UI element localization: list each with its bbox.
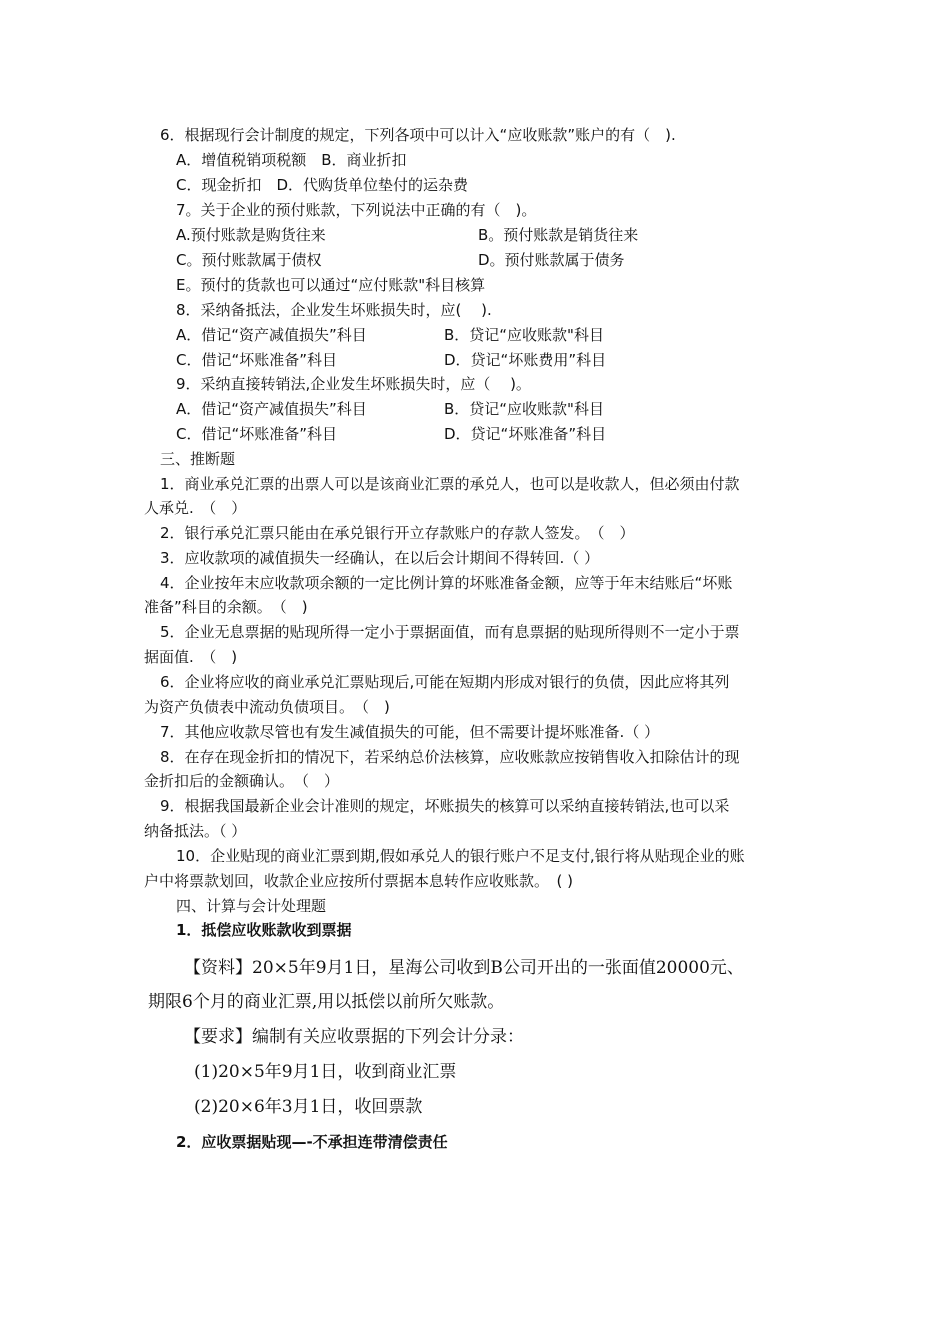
tf-item-6-line2: 为资产负债表中流动负债项目。 （ ) (144, 698, 390, 716)
q8-option-b: B．贷记“应收账款"科目 (444, 326, 604, 344)
tf-item-10-line2: 户中将票款划回，收款企业应按所付票据本息转作应收账款。 ( ) (144, 872, 573, 890)
tf-item-4-line2: 准备”科目的余额。 （ ) (144, 598, 308, 616)
q9-option-d: D．贷记“坏账准备”科目 (444, 425, 607, 443)
tf-item-5-line2: 据面值. （ ) (144, 648, 238, 666)
q7-option-e: E。预付的货款也可以通过“应付账款"科目核算 (176, 276, 486, 294)
tf-item-7: 7．其他应收款尽管也有发生减值损失的可能，但不需要计提坏账准备.（ ） (160, 723, 660, 741)
problem1-data-line2: 期限6个月的商业汇票,用以抵偿以前所欠账款。 (148, 992, 505, 1012)
problem1-requirement: 【要求】编制有关应收票据的下列会计分录： (184, 1027, 524, 1047)
tf-item-9-line1: 9．根据我国最新企业会计准则的规定，坏账损失的核算可以采纳直接转销法,也可以采 (160, 797, 730, 815)
q7-option-d: D。预付账款属于债务 (478, 251, 625, 269)
q9-option-b: B．贷记“应收账款"科目 (444, 400, 604, 418)
tf-item-9-line2: 纳备抵法。（ ） (144, 822, 247, 840)
tf-item-4-line1: 4．企业按年末应收款项余额的一定比例计算的坏账准备金额，应等于年末结账后“坏账 (160, 574, 733, 592)
q6-options-ab: A．增值税销项税额 B．商业折扣 (176, 151, 407, 169)
q8-option-d: D．贷记“坏账费用”科目 (444, 351, 607, 369)
section3-title: 三、推断题 (160, 450, 236, 468)
q9-option-c: C．借记“坏账准备”科目 (176, 425, 338, 443)
tf-item-3: 3．应收款项的减值损失一经确认，在以后会计期间不得转回.（ ） (160, 549, 600, 567)
q6-stem: 6．根据现行会计制度的规定，下列各项中可以计入“应收账款”账户的有（ ). (160, 126, 676, 144)
q8-stem: 8．采纳备抵法，企业发生坏账损失时，应( ). (176, 301, 492, 319)
tf-item-8-line2: 金折扣后的金额确认。 （ ） (144, 772, 340, 790)
q7-option-a: A.预付账款是购货往来 (176, 226, 326, 244)
q7-option-b: B。预付账款是销货往来 (478, 226, 639, 244)
tf-item-1-line2: 人承兑. （ ） (144, 499, 247, 517)
tf-item-6-line1: 6．企业将应收的商业承兑汇票贴现后,可能在短期内形成对银行的负债，因此应将其列 (160, 673, 730, 691)
q8-option-a: A．借记“资产减值损失”科目 (176, 326, 367, 344)
tf-item-1-line1: 1．商业承兑汇票的出票人可以是该商业汇票的承兑人，也可以是收款人，但必须由付款 (160, 475, 740, 493)
tf-item-8-line1: 8．在存在现金折扣的情况下，若采纳总价法核算，应收账款应按销售收入扣除估计的现 (160, 748, 740, 766)
problem1-data-line1: 【资料】20×5年9月1日，星海公司收到B公司开出的一张面值20000元、 (184, 958, 744, 978)
problem1-requirement-2: (2)20×6年3月1日，收回票款 (194, 1097, 423, 1117)
q7-option-c: C。预付账款属于债权 (176, 251, 322, 269)
problem2-title: 2．应收票据贴现—-不承担连带清偿责任 (176, 1133, 448, 1151)
q8-option-c: C．借记“坏账准备”科目 (176, 351, 338, 369)
tf-item-2: 2．银行承兑汇票只能由在承兑银行开立存款账户的存款人签发。 （ ） (160, 524, 635, 542)
q9-option-a: A．借记“资产减值损失”科目 (176, 400, 367, 418)
problem1-title: 1．抵偿应收账款收到票据 (176, 921, 352, 939)
tf-item-5-line1: 5．企业无息票据的贴现所得一定小于票据面值，而有息票据的贴现所得则不一定小于票 (160, 623, 740, 641)
q9-stem: 9．采纳直接转销法,企业发生坏账损失时，应（ )。 (176, 375, 531, 393)
tf-item-10-line1: 10．企业贴现的商业汇票到期,假如承兑人的银行账户不足支付,银行将从贴现企业的账 (176, 847, 745, 865)
q7-stem: 7。关于企业的预付账款，下列说法中正确的有（ )。 (176, 201, 537, 219)
q6-options-cd: C．现金折扣 D．代购货单位垫付的运杂费 (176, 176, 469, 194)
section4-title: 四、计算与会计处理题 (176, 897, 327, 915)
problem1-requirement-1: (1)20×5年9月1日，收到商业汇票 (194, 1062, 457, 1082)
